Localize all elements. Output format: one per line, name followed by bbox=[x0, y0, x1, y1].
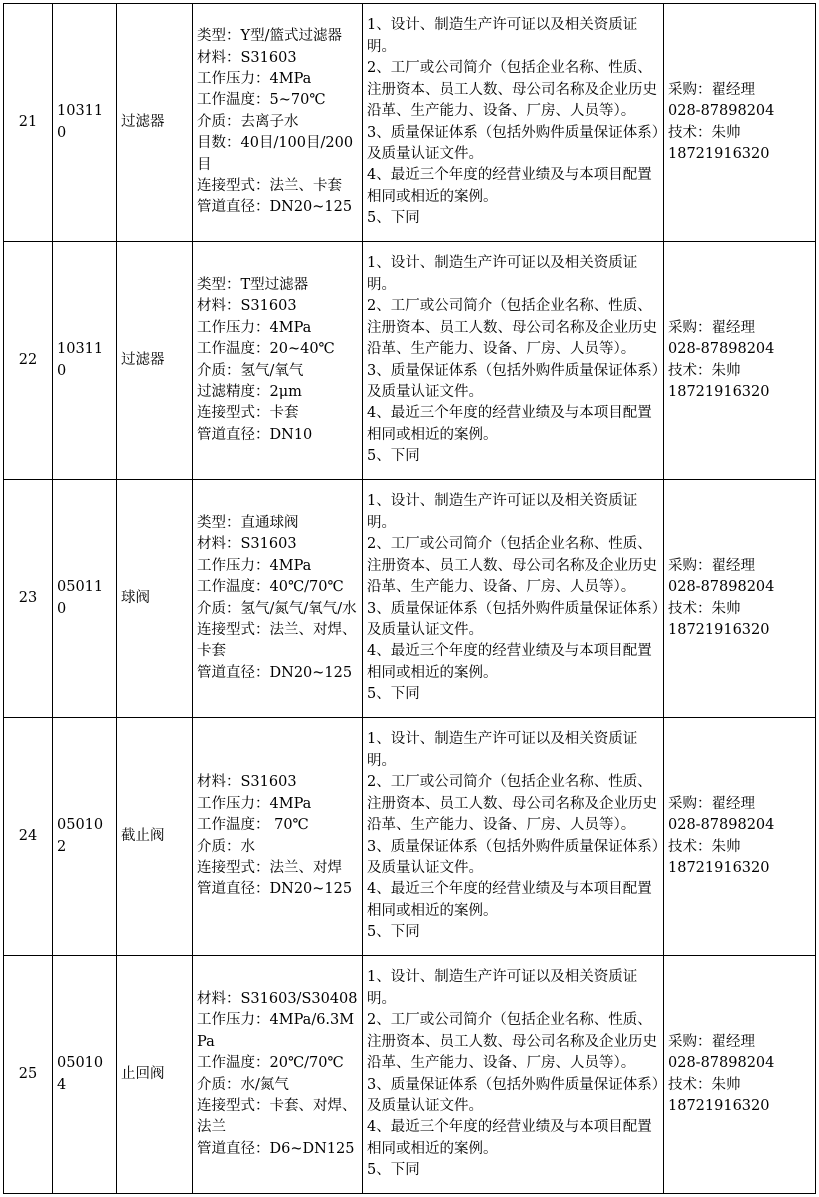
requirements-cell bbox=[363, 242, 664, 480]
spec-line: 介质：水/氮气 bbox=[197, 1076, 289, 1093]
spec-line: 管道直径：D6~DN125 bbox=[197, 1140, 355, 1157]
requirement-item: 5、下同 bbox=[367, 448, 420, 465]
item-name: 过滤器 bbox=[117, 4, 193, 242]
requirement-item: 2、工厂或公司简介（包括企业名称、性质、注册资本、员工人数、母公司名称及企业历史沿革、生产能力、设备、厂房、人员等）。 bbox=[367, 536, 657, 596]
requirement-item: 1、设计、制造生产许可证以及相关资质证明。 bbox=[367, 969, 638, 1007]
contact-line: 技术：朱帅 bbox=[668, 838, 741, 855]
contact-cell bbox=[664, 718, 816, 956]
requirement-item: 4、最近三个年度的经营业绩及与本项目配置相同或相近的案例。 bbox=[367, 643, 652, 681]
requirement-item: 5、下同 bbox=[367, 1162, 420, 1179]
requirements-cell bbox=[363, 718, 664, 956]
contact-line: 18721916320 bbox=[668, 621, 770, 638]
spec-line: 介质：氢气/氧气 bbox=[197, 362, 304, 379]
spec-line: 材料：S31603/S30408 bbox=[197, 990, 358, 1007]
requirements-cell bbox=[363, 4, 664, 242]
requirement-item: 3、质量保证体系（包括外购件质量保证体系）及质量认证文件。 bbox=[367, 838, 659, 876]
requirement-item: 2、工厂或公司简介（包括企业名称、性质、注册资本、员工人数、母公司名称及企业历史沿革、生产能力、设备、厂房、人员等）。 bbox=[367, 60, 657, 120]
row-number: 23 bbox=[4, 480, 53, 718]
spec-line: 工作压力：4MPa bbox=[197, 795, 312, 812]
spec-line: 管道直径：DN10 bbox=[197, 426, 313, 443]
material-code: 050104 bbox=[53, 956, 117, 1194]
spec-line: 工作温度： 70℃ bbox=[197, 817, 309, 834]
contact-line: 028-87898204 bbox=[668, 341, 775, 358]
table-row bbox=[4, 480, 816, 718]
contact-line: 028-87898204 bbox=[668, 817, 775, 834]
contact-line: 技术：朱帅 bbox=[668, 362, 741, 379]
requirement-item: 5、下同 bbox=[367, 924, 420, 941]
requirement-item: 1、设计、制造生产许可证以及相关资质证明。 bbox=[367, 731, 638, 769]
contact-line: 采购：翟经理 bbox=[668, 795, 755, 812]
requirement-item: 4、最近三个年度的经营业绩及与本项目配置相同或相近的案例。 bbox=[367, 1119, 652, 1157]
item-name: 球阀 bbox=[117, 480, 193, 718]
contact-line: 028-87898204 bbox=[668, 1055, 775, 1072]
spec-line: 介质：氢气/氮气/氧气/水 bbox=[197, 600, 357, 617]
spec-line: 目数：40目/100目/200目 bbox=[197, 135, 354, 173]
spec-line: 连接型式：法兰、对焊 bbox=[197, 859, 342, 876]
requirement-item: 4、最近三个年度的经营业绩及与本项目配置相同或相近的案例。 bbox=[367, 167, 652, 205]
spec-cell bbox=[193, 956, 363, 1194]
contact-line: 技术：朱帅 bbox=[668, 124, 741, 141]
requirement-item: 4、最近三个年度的经营业绩及与本项目配置相同或相近的案例。 bbox=[367, 405, 652, 443]
material-code: 050102 bbox=[53, 718, 117, 956]
spec-line: 材料：S31603 bbox=[197, 536, 297, 553]
contact-line: 技术：朱帅 bbox=[668, 600, 741, 617]
table-row bbox=[4, 242, 816, 480]
contact-line: 18721916320 bbox=[668, 145, 770, 162]
requirement-item: 3、质量保证体系（包括外购件质量保证体系）及质量认证文件。 bbox=[367, 362, 659, 400]
spec-line: 工作温度：5~70℃ bbox=[197, 92, 326, 109]
contact-cell bbox=[664, 480, 816, 718]
spec-line: 类型：Y型/篮式过滤器 bbox=[197, 28, 342, 45]
spec-line: 连接型式：法兰、对焊、卡套 bbox=[197, 621, 357, 660]
table-row bbox=[4, 718, 816, 956]
spec-line: 连接型式：卡套、对焊、法兰 bbox=[197, 1097, 357, 1136]
material-code: 103110 bbox=[53, 242, 117, 480]
material-code: 050110 bbox=[53, 480, 117, 718]
spec-line: 材料：S31603 bbox=[197, 298, 297, 315]
requirement-item: 3、质量保证体系（包括外购件质量保证体系）及质量认证文件。 bbox=[367, 1076, 659, 1114]
spec-line: 过滤精度：2μm bbox=[197, 383, 302, 400]
item-name: 过滤器 bbox=[117, 242, 193, 480]
spec-line: 管道直径：DN20~125 bbox=[197, 881, 353, 898]
contact-line: 采购：翟经理 bbox=[668, 557, 755, 574]
row-number: 24 bbox=[4, 718, 53, 956]
spec-line: 类型：T型过滤器 bbox=[197, 276, 309, 293]
requirement-item: 1、设计、制造生产许可证以及相关资质证明。 bbox=[367, 493, 638, 531]
contact-line: 采购：翟经理 bbox=[668, 1033, 755, 1050]
spec-line: 类型：直通球阀 bbox=[197, 514, 299, 531]
contact-line: 18721916320 bbox=[668, 383, 770, 400]
contact-cell bbox=[664, 956, 816, 1194]
contact-line: 18721916320 bbox=[668, 859, 770, 876]
spec-line: 介质：水 bbox=[197, 838, 255, 855]
requirement-item: 1、设计、制造生产许可证以及相关资质证明。 bbox=[367, 17, 638, 55]
contact-line: 028-87898204 bbox=[668, 579, 775, 596]
procurement-table bbox=[3, 3, 816, 1194]
contact-line: 技术：朱帅 bbox=[668, 1076, 741, 1093]
spec-line: 工作压力：4MPa bbox=[197, 557, 312, 574]
requirement-item: 2、工厂或公司简介（包括企业名称、性质、注册资本、员工人数、母公司名称及企业历史沿革、生产能力、设备、厂房、人员等）。 bbox=[367, 298, 657, 358]
spec-line: 管道直径：DN20~125 bbox=[197, 199, 353, 216]
table-row bbox=[4, 956, 816, 1194]
row-number: 22 bbox=[4, 242, 53, 480]
requirement-item: 2、工厂或公司简介（包括企业名称、性质、注册资本、员工人数、母公司名称及企业历史沿革、生产能力、设备、厂房、人员等）。 bbox=[367, 774, 657, 834]
spec-cell bbox=[193, 242, 363, 480]
requirement-item: 4、最近三个年度的经营业绩及与本项目配置相同或相近的案例。 bbox=[367, 881, 652, 919]
requirements-cell bbox=[363, 956, 664, 1194]
spec-line: 材料：S31603 bbox=[197, 49, 297, 66]
contact-line: 028-87898204 bbox=[668, 103, 775, 120]
spec-cell bbox=[193, 4, 363, 242]
table-body bbox=[4, 4, 816, 1194]
requirement-item: 1、设计、制造生产许可证以及相关资质证明。 bbox=[367, 255, 638, 293]
contact-line: 采购：翟经理 bbox=[668, 81, 755, 98]
requirement-item: 3、质量保证体系（包括外购件质量保证体系）及质量认证文件。 bbox=[367, 600, 659, 638]
row-number: 21 bbox=[4, 4, 53, 242]
spec-line: 工作温度：40℃/70℃ bbox=[197, 579, 344, 596]
row-number: 25 bbox=[4, 956, 53, 1194]
spec-line: 工作温度：20℃/70℃ bbox=[197, 1055, 344, 1072]
spec-line: 介质：去离子水 bbox=[197, 113, 299, 130]
spec-cell bbox=[193, 718, 363, 956]
contact-cell bbox=[664, 4, 816, 242]
contact-line: 18721916320 bbox=[668, 1097, 770, 1114]
item-name: 止回阀 bbox=[117, 956, 193, 1194]
item-name: 截止阀 bbox=[117, 718, 193, 956]
spec-line: 工作压力：4MPa bbox=[197, 319, 312, 336]
spec-line: 连接型式：法兰、卡套 bbox=[197, 178, 342, 195]
requirement-item: 2、工厂或公司简介（包括企业名称、性质、注册资本、员工人数、母公司名称及企业历史沿革、生产能力、设备、厂房、人员等）。 bbox=[367, 1012, 657, 1072]
spec-line: 管道直径：DN20~125 bbox=[197, 664, 353, 681]
material-code: 103110 bbox=[53, 4, 117, 242]
spec-line: 工作压力：4MPa/6.3MPa bbox=[197, 1012, 355, 1050]
requirement-item: 5、下同 bbox=[367, 210, 420, 227]
spec-line: 工作温度：20~40℃ bbox=[197, 341, 335, 358]
requirement-item: 3、质量保证体系（包括外购件质量保证体系）及质量认证文件。 bbox=[367, 124, 659, 162]
requirement-item: 5、下同 bbox=[367, 686, 420, 703]
spec-line: 工作压力：4MPa bbox=[197, 70, 312, 87]
requirements-cell bbox=[363, 480, 664, 718]
spec-line: 连接型式：卡套 bbox=[197, 405, 299, 422]
contact-cell bbox=[664, 242, 816, 480]
spec-line: 材料：S31603 bbox=[197, 774, 297, 791]
spec-cell bbox=[193, 480, 363, 718]
table-row bbox=[4, 4, 816, 242]
contact-line: 采购：翟经理 bbox=[668, 319, 755, 336]
